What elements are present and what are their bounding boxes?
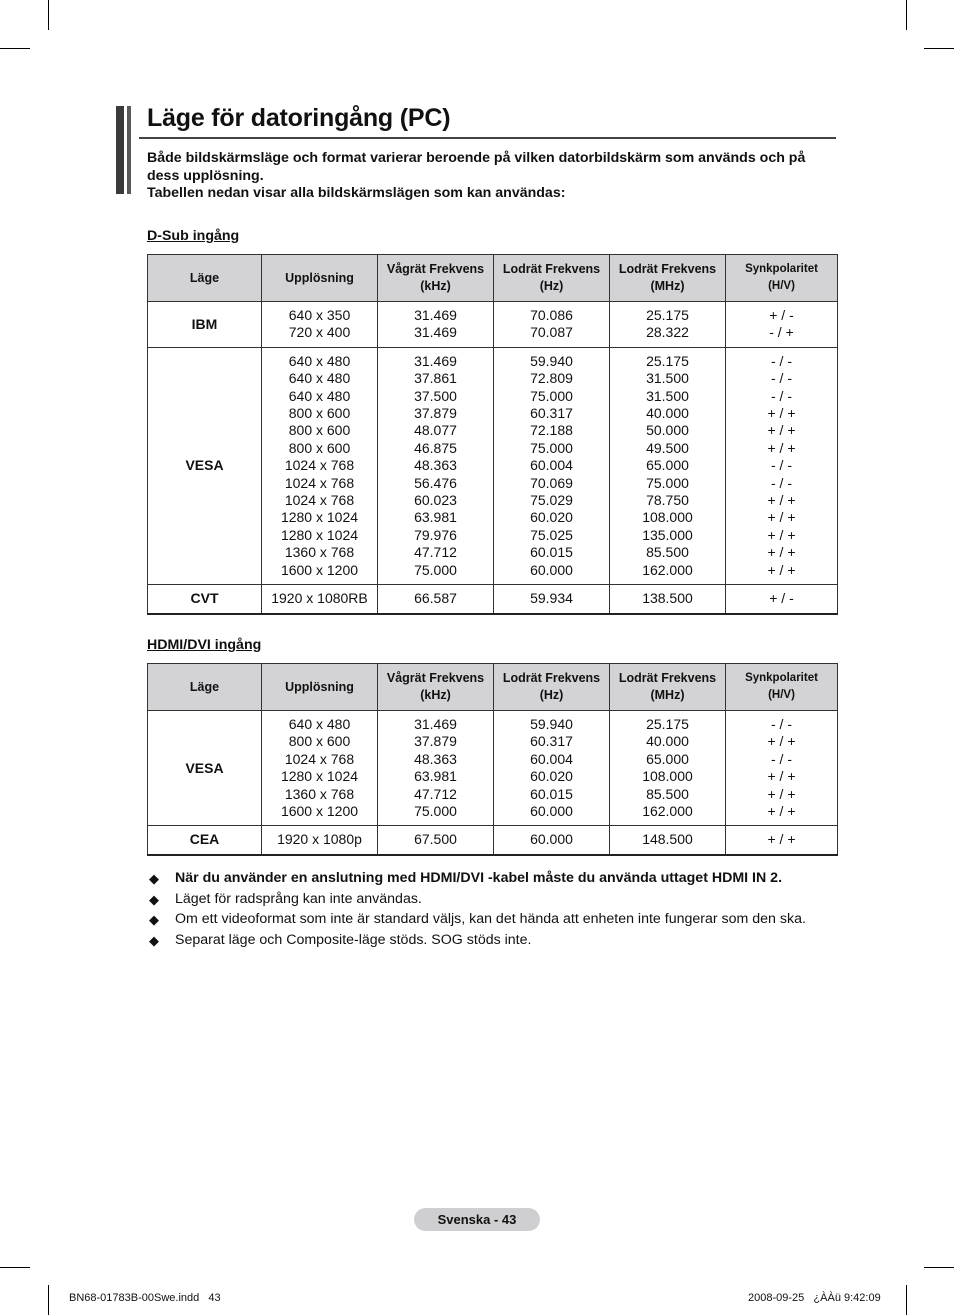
crop-mark bbox=[924, 48, 954, 49]
mode-cell: IBM bbox=[148, 302, 262, 348]
header-horizontal-frequency: Vågrät Frekvens (kHz) bbox=[378, 664, 494, 711]
note-text: Läget för radsprång kan inte användas. bbox=[175, 890, 422, 907]
title-underline bbox=[139, 137, 836, 139]
crop-mark bbox=[0, 48, 30, 49]
header-vertical-frequency: Lodrät Frekvens (Hz) bbox=[494, 664, 610, 711]
diamond-bullet-icon: ◆ bbox=[149, 912, 159, 927]
dsub-mode-table bbox=[147, 254, 838, 615]
hfreq-cell: 67.500 bbox=[378, 826, 494, 855]
crop-mark bbox=[0, 1267, 30, 1268]
diamond-bullet-icon: ◆ bbox=[149, 891, 159, 907]
list-item bbox=[147, 891, 847, 912]
sync-cell: - / - + / + - / - + / + + / + + / + bbox=[726, 711, 838, 826]
intro-line: Tabellen nedan visar alla bildskärmslägen som kan användas: bbox=[147, 185, 566, 201]
resolution-cell: 640 x 480 640 x 480 640 x 480 800 x 600 800 x 600 800 x 600 1024 x 768 1024 x 768 1024 x 768 1280 x 1024 1280 x 1024 1360 x 768 1600 x 1200 bbox=[262, 347, 378, 584]
header-pixel-clock: Lodrät Frekvens (MHz) bbox=[610, 255, 726, 302]
hdmi-mode-table bbox=[147, 663, 838, 856]
hfreq-cell: 31.469 37.861 37.500 37.879 48.077 46.875 48.363 56.476 60.023 63.981 79.976 47.712 75.000 bbox=[378, 347, 494, 584]
intro-text bbox=[147, 150, 837, 203]
header-sync-polarity: Synkpolaritet (H/V) bbox=[726, 255, 838, 302]
resolution-cell: 1920 x 1080p bbox=[262, 826, 378, 855]
table-header-row bbox=[148, 664, 838, 711]
hdmi-section-title: HDMI/DVI ingång bbox=[147, 637, 262, 653]
crop-mark bbox=[48, 1285, 49, 1315]
page-title: Läge för datoringång (PC) bbox=[147, 104, 451, 132]
mode-cell: CVT bbox=[148, 585, 262, 614]
resolution-cell: 640 x 480 800 x 600 1024 x 768 1280 x 1024 1360 x 768 1600 x 1200 bbox=[262, 711, 378, 826]
sync-cell: - / - - / - - / - + / + + / + + / + - / - - / - + / + + / + + / + + / + + / + bbox=[726, 347, 838, 584]
list-item bbox=[147, 911, 847, 932]
table-row bbox=[148, 711, 838, 826]
table-row bbox=[148, 826, 838, 855]
page-number-badge: Svenska - 43 bbox=[414, 1208, 540, 1231]
crop-mark bbox=[906, 0, 907, 30]
note-text: Om ett videoformat som inte är standard väljs, kan det hända att enheten inte fungerar som den ska. bbox=[175, 911, 806, 927]
mode-cell: VESA bbox=[148, 711, 262, 826]
pixel-clock-cell: 138.500 bbox=[610, 585, 726, 614]
crop-mark bbox=[48, 0, 49, 30]
sync-cell: + / - bbox=[726, 585, 838, 614]
print-timestamp: 2008-09-25 ¿ÀÀü 9:42:09 bbox=[748, 1292, 881, 1304]
diamond-bullet-icon: ◆ bbox=[149, 932, 159, 948]
vfreq-cell: 59.940 72.809 75.000 60.317 72.188 75.000 60.004 70.069 75.029 60.020 75.025 60.015 60.000 bbox=[494, 347, 610, 584]
title-accent-bar bbox=[116, 106, 124, 194]
list-item bbox=[147, 870, 847, 891]
resolution-cell: 1920 x 1080RB bbox=[262, 585, 378, 614]
pixel-clock-cell: 148.500 bbox=[610, 826, 726, 855]
header-horizontal-frequency: Vågrät Frekvens (kHz) bbox=[378, 255, 494, 302]
header-sync-polarity: Synkpolaritet (H/V) bbox=[726, 664, 838, 711]
table-row bbox=[148, 302, 838, 348]
hfreq-cell: 31.469 31.469 bbox=[378, 302, 494, 348]
intro-line: Både bildskärmsläge och format varierar beroende på vilken datorbildskärm som används och på dess upplösning. bbox=[147, 150, 806, 184]
table-row bbox=[148, 347, 838, 584]
vfreq-cell: 70.086 70.087 bbox=[494, 302, 610, 348]
vfreq-cell: 59.940 60.317 60.004 60.020 60.015 60.000 bbox=[494, 711, 610, 826]
note-text: När du använder en anslutning med HDMI/DVI -kabel måste du använda uttaget HDMI IN 2. bbox=[175, 870, 783, 886]
dsub-section-title: D-Sub ingång bbox=[147, 228, 240, 244]
note-text: Separat läge och Composite-läge stöds. SOG stöds inte. bbox=[175, 931, 532, 948]
header-mode: Läge bbox=[148, 664, 262, 711]
table-row bbox=[148, 585, 838, 614]
header-vertical-frequency: Lodrät Frekvens (Hz) bbox=[494, 255, 610, 302]
sync-cell: + / - - / + bbox=[726, 302, 838, 348]
resolution-cell: 640 x 350 720 x 400 bbox=[262, 302, 378, 348]
crop-mark bbox=[924, 1267, 954, 1268]
notes-list bbox=[147, 870, 847, 952]
pixel-clock-cell: 25.175 31.500 31.500 40.000 50.000 49.500 65.000 75.000 78.750 108.000 135.000 85.500 162.000 bbox=[610, 347, 726, 584]
hfreq-cell: 31.469 37.879 48.363 63.981 47.712 75.000 bbox=[378, 711, 494, 826]
header-resolution: Upplösning bbox=[262, 664, 378, 711]
table-header-row bbox=[148, 255, 838, 302]
crop-mark bbox=[906, 1285, 907, 1315]
header-mode: Läge bbox=[148, 255, 262, 302]
file-info: BN68-01783B-00Swe.indd 43 bbox=[69, 1292, 221, 1304]
vfreq-cell: 60.000 bbox=[494, 826, 610, 855]
diamond-bullet-icon: ◆ bbox=[149, 871, 159, 886]
hfreq-cell: 66.587 bbox=[378, 585, 494, 614]
header-pixel-clock: Lodrät Frekvens (MHz) bbox=[610, 664, 726, 711]
list-item bbox=[147, 932, 847, 953]
sync-cell: + / + bbox=[726, 826, 838, 855]
mode-cell: VESA bbox=[148, 347, 262, 584]
mode-cell: CEA bbox=[148, 826, 262, 855]
vfreq-cell: 59.934 bbox=[494, 585, 610, 614]
pixel-clock-cell: 25.175 40.000 65.000 108.000 85.500 162.000 bbox=[610, 711, 726, 826]
header-resolution: Upplösning bbox=[262, 255, 378, 302]
pixel-clock-cell: 25.175 28.322 bbox=[610, 302, 726, 348]
title-accent-bar-thin bbox=[127, 106, 131, 194]
